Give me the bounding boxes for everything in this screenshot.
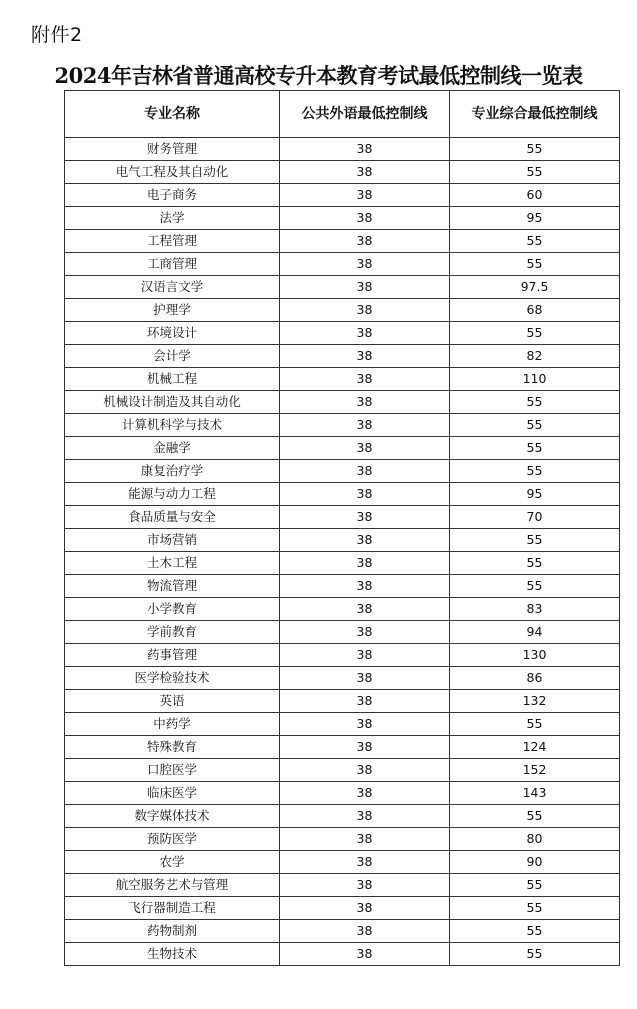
major-comprehensive-cutoff-cell: 60: [450, 184, 620, 207]
foreign-language-cutoff-cell: 38: [280, 161, 450, 184]
major-name-cell: 食品质量与安全: [65, 506, 280, 529]
table-row: [65, 161, 620, 184]
foreign-language-cutoff-cell: 38: [280, 943, 450, 966]
table-row: [65, 851, 620, 874]
major-comprehensive-cutoff-cell: 55: [450, 437, 620, 460]
major-comprehensive-cutoff-cell: 132: [450, 690, 620, 713]
major-name-cell: 能源与动力工程: [65, 483, 280, 506]
table-row: [65, 138, 620, 161]
table-row: [65, 345, 620, 368]
major-comprehensive-cutoff-cell: 124: [450, 736, 620, 759]
foreign-language-cutoff-cell: 38: [280, 345, 450, 368]
foreign-language-cutoff-cell: 38: [280, 621, 450, 644]
major-name-cell: 工程管理: [65, 230, 280, 253]
major-comprehensive-cutoff-cell: 55: [450, 322, 620, 345]
major-comprehensive-cutoff-cell: 97.5: [450, 276, 620, 299]
attachment-label: 附件2: [31, 24, 83, 46]
foreign-language-cutoff-cell: 38: [280, 230, 450, 253]
foreign-language-cutoff-cell: 38: [280, 690, 450, 713]
foreign-language-cutoff-cell: 38: [280, 368, 450, 391]
foreign-language-cutoff-cell: 38: [280, 184, 450, 207]
foreign-language-cutoff-cell: 38: [280, 529, 450, 552]
major-name-cell: 物流管理: [65, 575, 280, 598]
major-name-cell: 农学: [65, 851, 280, 874]
major-comprehensive-cutoff-cell: 55: [450, 713, 620, 736]
major-name-cell: 机械设计制造及其自动化: [65, 391, 280, 414]
major-name-cell: 汉语言文学: [65, 276, 280, 299]
foreign-language-cutoff-cell: 38: [280, 299, 450, 322]
table-row: [65, 368, 620, 391]
header-major-comprehensive-cutoff: 专业综合最低控制线: [450, 91, 620, 138]
major-comprehensive-cutoff-cell: 55: [450, 460, 620, 483]
major-comprehensive-cutoff-cell: 130: [450, 644, 620, 667]
major-comprehensive-cutoff-cell: 68: [450, 299, 620, 322]
major-comprehensive-cutoff-cell: 55: [450, 161, 620, 184]
major-name-cell: 医学检验技术: [65, 667, 280, 690]
major-name-cell: 小学教育: [65, 598, 280, 621]
major-comprehensive-cutoff-cell: 82: [450, 345, 620, 368]
table-row: [65, 230, 620, 253]
table-row: [65, 828, 620, 851]
major-name-cell: 英语: [65, 690, 280, 713]
table-body: [65, 138, 620, 966]
table-row: [65, 736, 620, 759]
major-name-cell: 特殊教育: [65, 736, 280, 759]
major-name-cell: 口腔医学: [65, 759, 280, 782]
table-row: [65, 805, 620, 828]
major-name-cell: 飞行器制造工程: [65, 897, 280, 920]
foreign-language-cutoff-cell: 38: [280, 782, 450, 805]
major-comprehensive-cutoff-cell: 55: [450, 253, 620, 276]
major-comprehensive-cutoff-cell: 55: [450, 138, 620, 161]
table-row: [65, 897, 620, 920]
foreign-language-cutoff-cell: 38: [280, 644, 450, 667]
major-comprehensive-cutoff-cell: 55: [450, 391, 620, 414]
major-name-cell: 财务管理: [65, 138, 280, 161]
table-row: [65, 207, 620, 230]
table-row: [65, 414, 620, 437]
table-row: [65, 276, 620, 299]
major-comprehensive-cutoff-cell: 55: [450, 552, 620, 575]
foreign-language-cutoff-cell: 38: [280, 759, 450, 782]
major-comprehensive-cutoff-cell: 55: [450, 943, 620, 966]
major-name-cell: 学前教育: [65, 621, 280, 644]
major-comprehensive-cutoff-cell: 55: [450, 874, 620, 897]
major-comprehensive-cutoff-cell: 94: [450, 621, 620, 644]
table-row: [65, 621, 620, 644]
foreign-language-cutoff-cell: 38: [280, 920, 450, 943]
major-name-cell: 生物技术: [65, 943, 280, 966]
header-foreign-language-cutoff: 公共外语最低控制线: [280, 91, 450, 138]
foreign-language-cutoff-cell: 38: [280, 391, 450, 414]
foreign-language-cutoff-cell: 38: [280, 851, 450, 874]
foreign-language-cutoff-cell: 38: [280, 207, 450, 230]
foreign-language-cutoff-cell: 38: [280, 874, 450, 897]
major-name-cell: 航空服务艺术与管理: [65, 874, 280, 897]
table-row: [65, 253, 620, 276]
foreign-language-cutoff-cell: 38: [280, 322, 450, 345]
table-row: [65, 782, 620, 805]
foreign-language-cutoff-cell: 38: [280, 414, 450, 437]
major-comprehensive-cutoff-cell: 55: [450, 230, 620, 253]
major-name-cell: 会计学: [65, 345, 280, 368]
cutoff-table: [64, 90, 620, 966]
major-name-cell: 环境设计: [65, 322, 280, 345]
table-row: [65, 943, 620, 966]
major-comprehensive-cutoff-cell: 55: [450, 575, 620, 598]
major-name-cell: 法学: [65, 207, 280, 230]
major-comprehensive-cutoff-cell: 86: [450, 667, 620, 690]
major-name-cell: 康复治疗学: [65, 460, 280, 483]
major-name-cell: 药物制剂: [65, 920, 280, 943]
foreign-language-cutoff-cell: 38: [280, 828, 450, 851]
foreign-language-cutoff-cell: 38: [280, 506, 450, 529]
table-row: [65, 598, 620, 621]
major-name-cell: 市场营销: [65, 529, 280, 552]
table-row: [65, 483, 620, 506]
major-name-cell: 金融学: [65, 437, 280, 460]
page-title: 2024年吉林省普通高校专升本教育考试最低控制线一览表: [54, 63, 583, 88]
foreign-language-cutoff-cell: 38: [280, 736, 450, 759]
major-name-cell: 临床医学: [65, 782, 280, 805]
foreign-language-cutoff-cell: 38: [280, 460, 450, 483]
table-row: [65, 552, 620, 575]
major-comprehensive-cutoff-cell: 55: [450, 805, 620, 828]
major-comprehensive-cutoff-cell: 83: [450, 598, 620, 621]
foreign-language-cutoff-cell: 38: [280, 276, 450, 299]
major-name-cell: 护理学: [65, 299, 280, 322]
major-comprehensive-cutoff-cell: 110: [450, 368, 620, 391]
major-name-cell: 土木工程: [65, 552, 280, 575]
foreign-language-cutoff-cell: 38: [280, 667, 450, 690]
major-comprehensive-cutoff-cell: 55: [450, 414, 620, 437]
major-comprehensive-cutoff-cell: 143: [450, 782, 620, 805]
major-name-cell: 数字媒体技术: [65, 805, 280, 828]
foreign-language-cutoff-cell: 38: [280, 805, 450, 828]
major-name-cell: 中药学: [65, 713, 280, 736]
table-row: [65, 184, 620, 207]
table-row: [65, 759, 620, 782]
table-row: [65, 391, 620, 414]
major-comprehensive-cutoff-cell: 152: [450, 759, 620, 782]
major-name-cell: 计算机科学与技术: [65, 414, 280, 437]
major-comprehensive-cutoff-cell: 95: [450, 483, 620, 506]
table-row: [65, 575, 620, 598]
major-name-cell: 电气工程及其自动化: [65, 161, 280, 184]
table-row: [65, 667, 620, 690]
table-row: [65, 437, 620, 460]
foreign-language-cutoff-cell: 38: [280, 437, 450, 460]
foreign-language-cutoff-cell: 38: [280, 598, 450, 621]
major-comprehensive-cutoff-cell: 95: [450, 207, 620, 230]
table-row: [65, 322, 620, 345]
table-row: [65, 690, 620, 713]
foreign-language-cutoff-cell: 38: [280, 483, 450, 506]
major-name-cell: 药事管理: [65, 644, 280, 667]
foreign-language-cutoff-cell: 38: [280, 575, 450, 598]
major-comprehensive-cutoff-cell: 55: [450, 529, 620, 552]
table-row: [65, 299, 620, 322]
foreign-language-cutoff-cell: 38: [280, 253, 450, 276]
major-comprehensive-cutoff-cell: 70: [450, 506, 620, 529]
table-row: [65, 460, 620, 483]
foreign-language-cutoff-cell: 38: [280, 713, 450, 736]
foreign-language-cutoff-cell: 38: [280, 552, 450, 575]
table-row: [65, 506, 620, 529]
header-major-name: 专业名称: [65, 91, 280, 138]
major-comprehensive-cutoff-cell: 80: [450, 828, 620, 851]
major-name-cell: 电子商务: [65, 184, 280, 207]
table-row: [65, 920, 620, 943]
major-comprehensive-cutoff-cell: 90: [450, 851, 620, 874]
table-row: [65, 874, 620, 897]
table-row: [65, 529, 620, 552]
foreign-language-cutoff-cell: 38: [280, 897, 450, 920]
table-row: [65, 713, 620, 736]
major-name-cell: 预防医学: [65, 828, 280, 851]
major-name-cell: 工商管理: [65, 253, 280, 276]
major-name-cell: 机械工程: [65, 368, 280, 391]
major-comprehensive-cutoff-cell: 55: [450, 920, 620, 943]
foreign-language-cutoff-cell: 38: [280, 138, 450, 161]
table-row: [65, 644, 620, 667]
major-comprehensive-cutoff-cell: 55: [450, 897, 620, 920]
table-header-row: [65, 91, 620, 138]
